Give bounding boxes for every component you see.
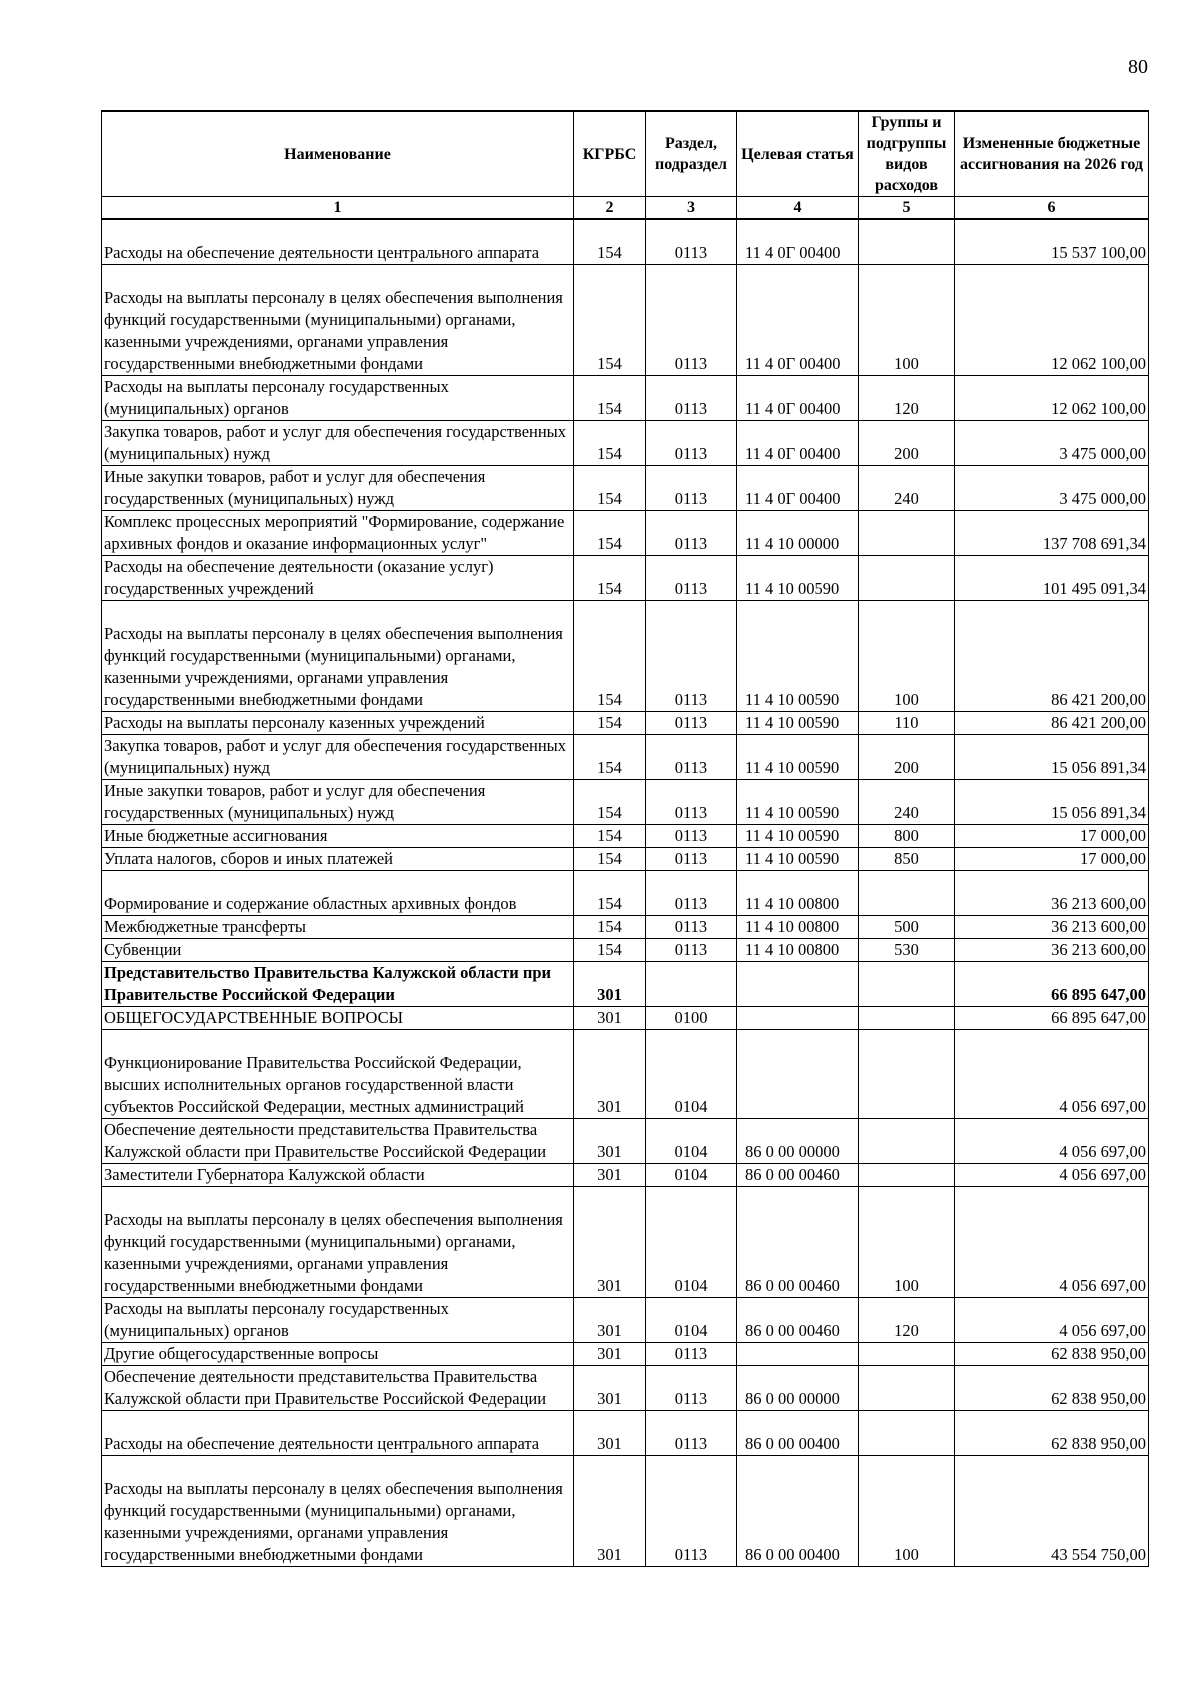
row-amount: 36 213 600,00 (955, 871, 1149, 916)
row-section: 0113 (646, 916, 737, 939)
row-section: 0104 (646, 1119, 737, 1164)
row-name: Расходы на выплаты персоналу государственных (муниципальных) органов (102, 1298, 574, 1343)
row-section: 0113 (646, 601, 737, 712)
row-target: 86 0 00 00460 (737, 1187, 859, 1298)
header-name: Наименование (102, 111, 574, 197)
row-amount: 66 895 647,00 (955, 1007, 1149, 1030)
row-target: 11 4 0Г 00400 (737, 466, 859, 511)
page-number: 80 (1128, 56, 1148, 78)
table-body (102, 219, 1149, 1567)
row-amount: 17 000,00 (955, 848, 1149, 871)
row-group: 850 (859, 848, 955, 871)
row-amount: 15 537 100,00 (955, 219, 1149, 265)
column-number: 1 (102, 197, 574, 220)
row-amount: 86 421 200,00 (955, 601, 1149, 712)
row-target (737, 1007, 859, 1030)
row-target: 11 4 0Г 00400 (737, 265, 859, 376)
column-number: 6 (955, 197, 1149, 220)
row-section: 0113 (646, 1343, 737, 1366)
table-row (102, 1411, 1149, 1456)
row-name: Формирование и содержание областных архивных фондов (102, 871, 574, 916)
row-group (859, 219, 955, 265)
row-kgrbs: 154 (574, 466, 646, 511)
row-name: Закупка товаров, работ и услуг для обеспечения государственных (муниципальных) нужд (102, 735, 574, 780)
table-row (102, 1030, 1149, 1119)
row-name: Межбюджетные трансферты (102, 916, 574, 939)
row-kgrbs: 154 (574, 871, 646, 916)
row-kgrbs: 301 (574, 1030, 646, 1119)
row-target: 11 4 10 00590 (737, 556, 859, 601)
row-section: 0113 (646, 1411, 737, 1456)
row-group: 500 (859, 916, 955, 939)
row-amount: 137 708 691,34 (955, 511, 1149, 556)
header-kgrbs: КГРБС (574, 111, 646, 197)
column-number: 2 (574, 197, 646, 220)
row-section: 0113 (646, 1366, 737, 1411)
row-amount: 15 056 891,34 (955, 780, 1149, 825)
budget-table (101, 110, 1149, 1567)
row-group: 200 (859, 735, 955, 780)
row-target: 86 0 00 00460 (737, 1164, 859, 1187)
row-amount: 3 475 000,00 (955, 466, 1149, 511)
table-row (102, 376, 1149, 421)
row-name: Иные закупки товаров, работ и услуг для обеспечения государственных (муниципальных) нужд (102, 466, 574, 511)
row-amount: 36 213 600,00 (955, 916, 1149, 939)
row-target: 11 4 10 00590 (737, 825, 859, 848)
row-amount: 15 056 891,34 (955, 735, 1149, 780)
row-name: Обеспечение деятельности представительства Правительства Калужской области при Правительстве Российской Федерации (102, 1366, 574, 1411)
row-section: 0113 (646, 735, 737, 780)
row-name: Другие общегосударственные вопросы (102, 1343, 574, 1366)
row-amount: 43 554 750,00 (955, 1456, 1149, 1567)
table-row (102, 780, 1149, 825)
row-kgrbs: 154 (574, 712, 646, 735)
header-target: Целевая статья (737, 111, 859, 197)
row-kgrbs: 154 (574, 848, 646, 871)
row-kgrbs: 301 (574, 1007, 646, 1030)
table-row (102, 1456, 1149, 1567)
row-name: Расходы на выплаты персоналу казенных учреждений (102, 712, 574, 735)
row-group (859, 1366, 955, 1411)
row-amount: 66 895 647,00 (955, 962, 1149, 1007)
header-amount: Измененные бюджетные ассигнования на 2026 год (955, 111, 1149, 197)
header-section: Раздел, подраздел (646, 111, 737, 197)
row-kgrbs: 154 (574, 265, 646, 376)
row-kgrbs: 301 (574, 1164, 646, 1187)
row-amount: 86 421 200,00 (955, 712, 1149, 735)
row-target: 11 4 10 00590 (737, 712, 859, 735)
column-number: 3 (646, 197, 737, 220)
row-kgrbs: 154 (574, 511, 646, 556)
row-name: Функционирование Правительства Российской Федерации, высших исполнительных органов государственной власти субъектов Российской Федерации, местных администраций (102, 1030, 574, 1119)
row-group: 240 (859, 780, 955, 825)
table-row (102, 219, 1149, 265)
row-name: Представительство Правительства Калужской области при Правительстве Российской Федерации (102, 962, 574, 1007)
table-row (102, 825, 1149, 848)
row-name: Расходы на выплаты персоналу в целях обеспечения выполнения функций государственными (муниципальными) органами, казенными учреждениями, органами управления государственными внебюджетными фондами (102, 601, 574, 712)
row-amount: 12 062 100,00 (955, 265, 1149, 376)
row-amount: 17 000,00 (955, 825, 1149, 848)
row-target: 86 0 00 00400 (737, 1456, 859, 1567)
table-row (102, 466, 1149, 511)
row-kgrbs: 154 (574, 556, 646, 601)
row-amount: 12 062 100,00 (955, 376, 1149, 421)
table-row (102, 601, 1149, 712)
row-target: 11 4 10 00590 (737, 780, 859, 825)
row-kgrbs: 301 (574, 1119, 646, 1164)
row-target: 86 0 00 00000 (737, 1366, 859, 1411)
table-row (102, 1119, 1149, 1164)
row-section: 0113 (646, 871, 737, 916)
row-kgrbs: 154 (574, 219, 646, 265)
row-section: 0113 (646, 556, 737, 601)
row-amount: 62 838 950,00 (955, 1343, 1149, 1366)
row-kgrbs: 154 (574, 780, 646, 825)
table-row (102, 1366, 1149, 1411)
row-target: 11 4 10 00800 (737, 939, 859, 962)
row-section: 0104 (646, 1030, 737, 1119)
column-number: 4 (737, 197, 859, 220)
row-name: Комплекс процессных мероприятий "Формирование, содержание архивных фондов и оказание информационных услуг" (102, 511, 574, 556)
row-section: 0113 (646, 265, 737, 376)
row-kgrbs: 301 (574, 1298, 646, 1343)
row-name: ОБЩЕГОСУДАРСТВЕННЫЕ ВОПРОСЫ (102, 1007, 574, 1030)
row-section: 0113 (646, 376, 737, 421)
row-section: 0113 (646, 466, 737, 511)
row-kgrbs: 154 (574, 421, 646, 466)
row-name: Расходы на выплаты персоналу в целях обеспечения выполнения функций государственными (муниципальными) органами, казенными учреждениями, органами управления государственными внебюджетными фондами (102, 1456, 574, 1567)
row-name: Обеспечение деятельности представительства Правительства Калужской области при Правительстве Российской Федерации (102, 1119, 574, 1164)
table-row (102, 1343, 1149, 1366)
row-name: Расходы на выплаты персоналу в целях обеспечения выполнения функций государственными (муниципальными) органами, казенными учреждениями, органами управления государственными внебюджетными фондами (102, 1187, 574, 1298)
row-name: Субвенции (102, 939, 574, 962)
row-kgrbs: 301 (574, 962, 646, 1007)
row-section: 0113 (646, 511, 737, 556)
row-group (859, 511, 955, 556)
row-section (646, 962, 737, 1007)
row-target (737, 1343, 859, 1366)
row-target: 11 4 10 00590 (737, 601, 859, 712)
row-kgrbs: 301 (574, 1411, 646, 1456)
table-header (102, 111, 1149, 219)
row-group (859, 1343, 955, 1366)
row-group (859, 1007, 955, 1030)
table-row (102, 848, 1149, 871)
row-name: Заместители Губернатора Калужской области (102, 1164, 574, 1187)
row-target: 11 4 0Г 00400 (737, 421, 859, 466)
row-section: 0113 (646, 780, 737, 825)
header-groups: Группы и подгруппы видов расходов (859, 111, 955, 197)
row-group: 120 (859, 376, 955, 421)
table-row (102, 939, 1149, 962)
row-section: 0113 (646, 712, 737, 735)
row-group (859, 1119, 955, 1164)
row-target (737, 962, 859, 1007)
row-amount: 4 056 697,00 (955, 1298, 1149, 1343)
row-target: 86 0 00 00460 (737, 1298, 859, 1343)
row-group: 110 (859, 712, 955, 735)
row-section: 0113 (646, 421, 737, 466)
row-amount: 36 213 600,00 (955, 939, 1149, 962)
row-group (859, 962, 955, 1007)
row-target: 11 4 10 00800 (737, 916, 859, 939)
row-target: 11 4 10 00590 (737, 848, 859, 871)
row-section: 0113 (646, 219, 737, 265)
table-row (102, 1007, 1149, 1030)
row-amount: 4 056 697,00 (955, 1119, 1149, 1164)
table-row (102, 511, 1149, 556)
row-target: 11 4 10 00590 (737, 735, 859, 780)
row-name: Расходы на обеспечение деятельности (оказание услуг) государственных учреждений (102, 556, 574, 601)
row-amount: 3 475 000,00 (955, 421, 1149, 466)
row-group (859, 1164, 955, 1187)
row-name: Расходы на выплаты персоналу государственных (муниципальных) органов (102, 376, 574, 421)
row-section: 0100 (646, 1007, 737, 1030)
row-target: 11 4 10 00800 (737, 871, 859, 916)
row-group: 100 (859, 265, 955, 376)
row-group: 100 (859, 601, 955, 712)
row-name: Иные закупки товаров, работ и услуг для обеспечения государственных (муниципальных) нужд (102, 780, 574, 825)
row-name: Расходы на обеспечение деятельности центрального аппарата (102, 1411, 574, 1456)
row-kgrbs: 301 (574, 1366, 646, 1411)
row-section: 0104 (646, 1187, 737, 1298)
row-group: 120 (859, 1298, 955, 1343)
row-kgrbs: 301 (574, 1456, 646, 1567)
table-row (102, 735, 1149, 780)
row-name: Закупка товаров, работ и услуг для обеспечения государственных (муниципальных) нужд (102, 421, 574, 466)
row-group (859, 556, 955, 601)
table-row (102, 1187, 1149, 1298)
row-section: 0113 (646, 848, 737, 871)
row-amount: 62 838 950,00 (955, 1411, 1149, 1456)
row-kgrbs: 154 (574, 735, 646, 780)
row-section: 0113 (646, 939, 737, 962)
row-kgrbs: 154 (574, 376, 646, 421)
row-amount: 101 495 091,34 (955, 556, 1149, 601)
table-row (102, 871, 1149, 916)
table-row (102, 1164, 1149, 1187)
row-group (859, 1411, 955, 1456)
row-kgrbs: 154 (574, 916, 646, 939)
row-target: 11 4 0Г 00400 (737, 219, 859, 265)
row-section: 0113 (646, 825, 737, 848)
table-row (102, 421, 1149, 466)
table-row (102, 962, 1149, 1007)
row-target: 11 4 0Г 00400 (737, 376, 859, 421)
row-group (859, 871, 955, 916)
table-row (102, 1298, 1149, 1343)
row-target: 86 0 00 00400 (737, 1411, 859, 1456)
table-row (102, 916, 1149, 939)
row-amount: 62 838 950,00 (955, 1366, 1149, 1411)
row-group: 240 (859, 466, 955, 511)
row-group (859, 1030, 955, 1119)
row-kgrbs: 301 (574, 1187, 646, 1298)
column-number: 5 (859, 197, 955, 220)
row-section: 0104 (646, 1298, 737, 1343)
table-row (102, 712, 1149, 735)
row-target: 11 4 10 00000 (737, 511, 859, 556)
row-group: 530 (859, 939, 955, 962)
row-section: 0113 (646, 1456, 737, 1567)
row-kgrbs: 154 (574, 939, 646, 962)
table-row (102, 265, 1149, 376)
row-amount: 4 056 697,00 (955, 1164, 1149, 1187)
row-group: 100 (859, 1456, 955, 1567)
row-section: 0104 (646, 1164, 737, 1187)
row-kgrbs: 154 (574, 601, 646, 712)
row-target (737, 1030, 859, 1119)
row-group: 200 (859, 421, 955, 466)
row-name: Расходы на выплаты персоналу в целях обеспечения выполнения функций государственными (муниципальными) органами, казенными учреждениями, органами управления государственными внебюджетными фондами (102, 265, 574, 376)
row-amount: 4 056 697,00 (955, 1187, 1149, 1298)
row-name: Расходы на обеспечение деятельности центрального аппарата (102, 219, 574, 265)
row-kgrbs: 301 (574, 1343, 646, 1366)
row-name: Уплата налогов, сборов и иных платежей (102, 848, 574, 871)
row-group: 100 (859, 1187, 955, 1298)
row-group: 800 (859, 825, 955, 848)
row-kgrbs: 154 (574, 825, 646, 848)
row-name: Иные бюджетные ассигнования (102, 825, 574, 848)
row-target: 86 0 00 00000 (737, 1119, 859, 1164)
table-row (102, 556, 1149, 601)
row-amount: 4 056 697,00 (955, 1030, 1149, 1119)
